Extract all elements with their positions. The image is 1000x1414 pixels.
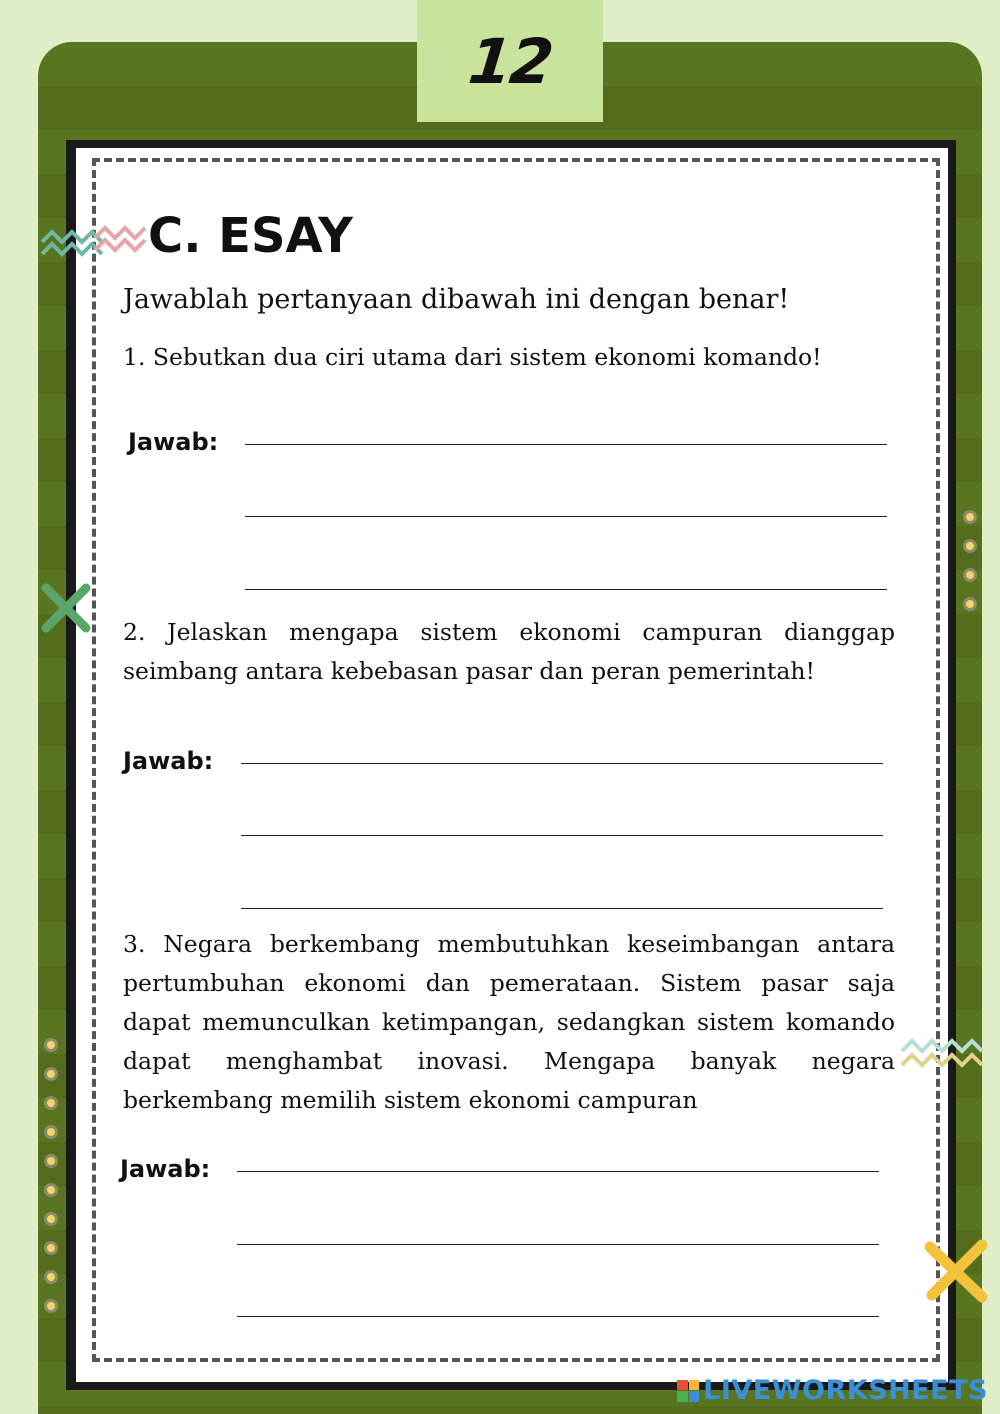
decorative-dots-left bbox=[44, 1038, 58, 1328]
answer-line-3b[interactable] bbox=[237, 1244, 879, 1245]
instruction-text: Jawablah pertanyaan dibawah ini dengan benar! bbox=[123, 284, 790, 315]
answer-label-1: Jawab: bbox=[128, 428, 219, 456]
page-number-tab bbox=[417, 0, 603, 122]
page-number: 12 bbox=[465, 24, 555, 98]
answer-line-3c[interactable] bbox=[237, 1316, 879, 1317]
question-2: 2. Jelaskan mengapa sistem ekonomi campuran dianggap seimbang antara kebebasan pasar dan peran pemerintah! bbox=[123, 618, 895, 685]
yellow-x-icon bbox=[922, 1235, 992, 1305]
liveworksheets-logo-icon bbox=[677, 1380, 699, 1402]
answer-line-1a[interactable] bbox=[245, 444, 887, 445]
watermark-text: LIVEWORKSHEETS bbox=[703, 1375, 988, 1406]
answer-line-2c[interactable] bbox=[241, 908, 883, 909]
question-1: 1. Sebutkan dua ciri utama dari sistem ekonomi komando! bbox=[123, 343, 822, 371]
section-title: C. ESAY bbox=[148, 208, 353, 264]
answer-line-2b[interactable] bbox=[241, 835, 883, 836]
answer-line-2a[interactable] bbox=[241, 763, 883, 764]
liveworksheets-watermark bbox=[677, 1375, 988, 1406]
question-3: 3. Negara berkembang membutuhkan keseimbangan antara pertumbuhan ekonomi dan pemerataan. Sistem pasar saja dapat memunculkan ketimpangan, sedangkan sistem komando dapat menghambat inovasi. Mengapa banyak negara berkembang memilih sistem ekonomi campuran bbox=[123, 930, 895, 1114]
answer-line-1c[interactable] bbox=[245, 589, 887, 590]
zigzag-right-icon bbox=[900, 1035, 990, 1075]
answer-line-1b[interactable] bbox=[245, 516, 887, 517]
green-x-icon bbox=[36, 578, 96, 638]
zigzag-icon bbox=[40, 222, 150, 262]
decorative-dots-right bbox=[963, 510, 977, 626]
answer-label-3: Jawab: bbox=[120, 1155, 211, 1183]
answer-label-2: Jawab: bbox=[123, 747, 214, 775]
answer-line-3a[interactable] bbox=[237, 1171, 879, 1172]
